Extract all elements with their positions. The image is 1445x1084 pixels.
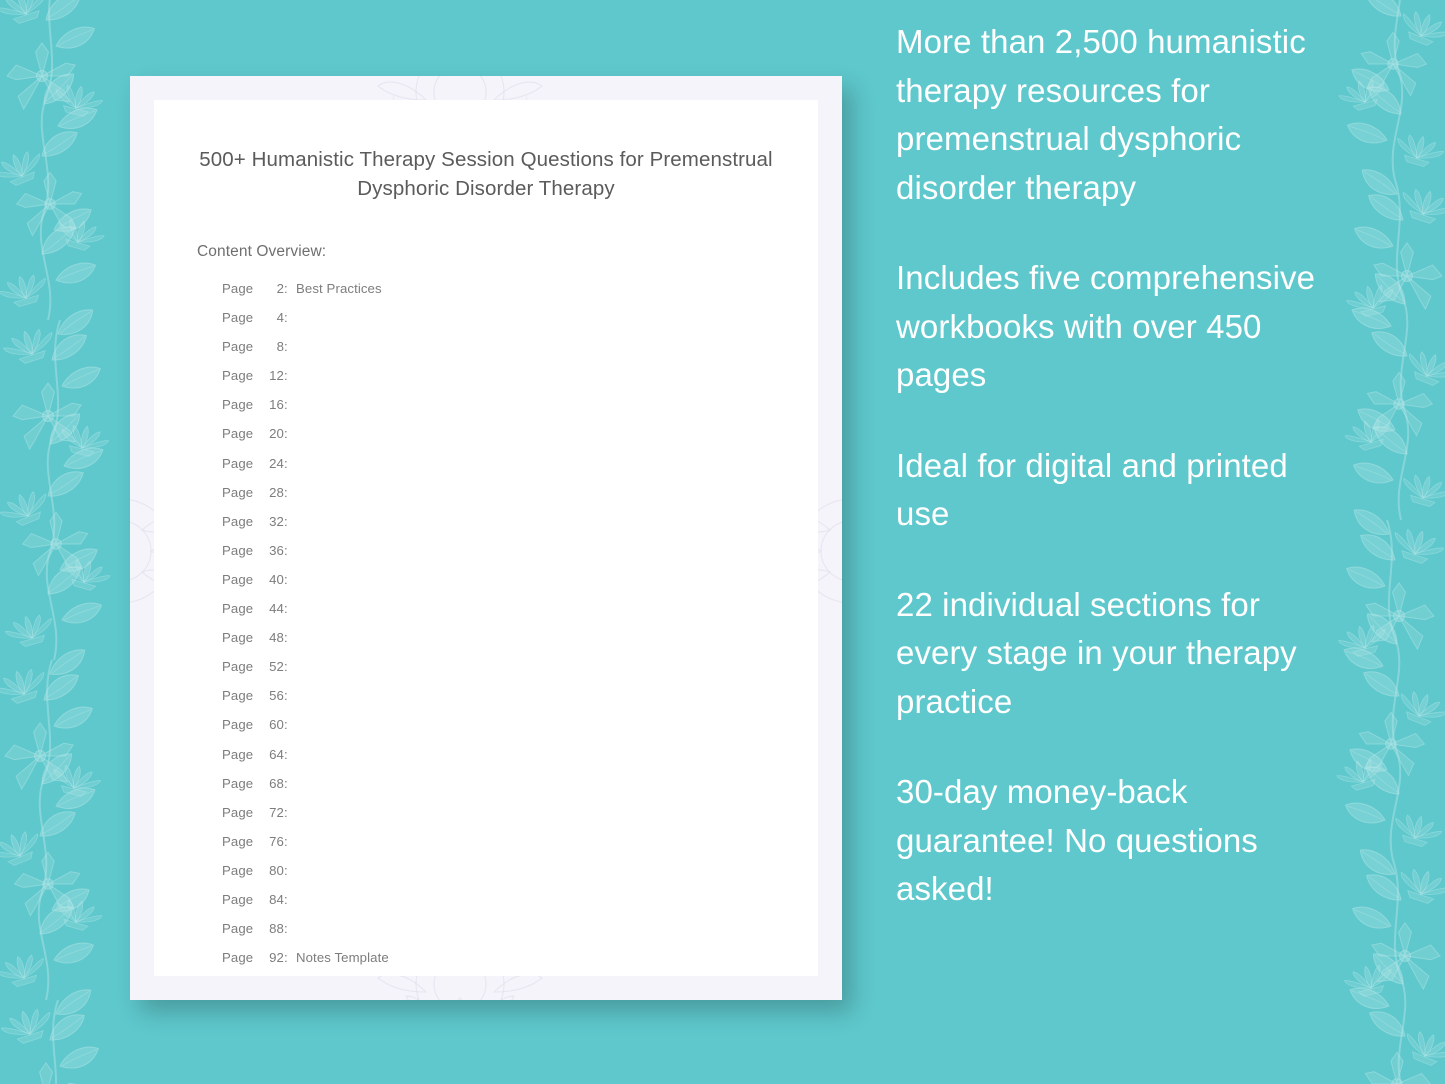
toc-row [222,456,818,485]
toc-page-word: Page [222,310,254,326]
document-page-sheet [154,100,818,976]
toc-page-number: 80 [269,862,284,878]
toc-row [222,688,818,717]
toc-page-number: 12 [269,368,284,384]
toc-page-word: Page [222,513,254,529]
toc-page-number: 52 [269,659,284,675]
toc-row [222,805,818,834]
toc-page-number: 72 [269,804,284,820]
toc-row [222,892,818,921]
toc-row [222,310,818,339]
toc-page-number: 8 [276,339,284,355]
toc-colon: : [284,804,288,820]
toc-row [222,368,818,397]
promo-column [896,18,1336,914]
toc-row [222,921,818,950]
toc-page-word: Page [222,484,254,500]
toc-page-number: 40 [269,571,284,587]
toc-row [222,397,818,426]
toc-row [222,950,818,979]
toc-row [222,572,818,601]
toc-page-number: 28 [269,484,284,500]
content-overview-label: Content Overview: [197,243,327,260]
toc-page-word: Page [222,891,254,907]
toc-row [222,514,818,543]
toc-colon: : [284,746,288,762]
toc-page-word: Page [222,746,254,762]
toc-page-word: Page [222,688,254,704]
toc-page-word: Page [222,921,254,937]
toc-page-number: 84 [269,891,284,907]
toc-row [222,834,818,863]
toc-colon: : [284,659,288,675]
toc-colon: : [284,368,288,384]
toc-page-word: Page [222,542,254,558]
toc-colon: : [284,513,288,529]
floral-vine-left [0,0,142,1084]
toc-page-word: Page [222,630,254,646]
toc-page-word: Page [222,368,254,384]
toc-page-word: Page [222,601,254,617]
toc-page-word: Page [222,426,254,442]
toc-row [222,717,818,746]
toc-colon: : [284,542,288,558]
toc-row [222,339,818,368]
toc-colon: : [284,688,288,704]
toc-colon: : [284,862,288,878]
toc-colon: : [284,601,288,617]
toc-page-number: 56 [269,688,284,704]
toc-entry-title: Best Practices [296,281,382,296]
document-card [130,76,842,1000]
toc-colon: : [284,950,288,966]
toc-page-number: 64 [269,746,284,762]
toc-page-word: Page [222,775,254,791]
toc-colon: : [284,891,288,907]
toc-page-number: 92 [269,950,284,966]
toc-page-word: Page [222,862,254,878]
toc-row [222,659,818,688]
table-of-contents [222,281,818,979]
toc-page-number: 68 [269,775,284,791]
toc-entry-title: Notes Template [296,950,389,966]
toc-page-word: Page [222,571,254,587]
toc-page-number: 16 [269,397,284,413]
toc-page-number: 36 [269,542,284,558]
toc-page-word: Page [222,281,254,296]
toc-page-word: Page [222,659,254,675]
toc-row [222,426,818,455]
promo-block: Includes five comprehensive workbooks with over 450 pages [896,259,1316,393]
toc-colon: : [284,775,288,791]
promo-block: More than 2,500 humanistic therapy resources for premenstrual dysphoric disorder therapy [896,23,1306,206]
toc-page-word: Page [222,397,254,413]
toc-colon: : [284,426,288,442]
toc-row [222,281,818,310]
toc-page-word: Page [222,455,254,471]
toc-page-word: Page [222,950,254,966]
toc-colon: : [284,630,288,646]
toc-row [222,485,818,514]
toc-colon: : [284,339,288,355]
toc-page-number: 44 [269,601,284,617]
toc-page-number: 32 [269,513,284,529]
toc-page-word: Page [222,339,254,355]
toc-colon: : [284,833,288,849]
toc-page-number: 4 [276,310,284,326]
toc-colon: : [284,397,288,413]
promo-block: 30-day money-back guarantee! No questions asked! [896,773,1258,907]
toc-page-word: Page [222,717,254,733]
document-title: 500+ Humanistic Therapy Session Questions for Premenstrual Dysphoric Disorder Therapy [199,148,773,200]
toc-page-number: 60 [269,717,284,733]
toc-row [222,601,818,630]
toc-page-number: 24 [269,455,284,471]
toc-row [222,747,818,776]
toc-row [222,776,818,805]
toc-colon: : [284,455,288,471]
toc-colon: : [284,921,288,937]
toc-row [222,543,818,572]
toc-colon: : [284,484,288,500]
toc-colon: : [284,281,288,296]
toc-page-number: 76 [269,833,284,849]
toc-page-number: 48 [269,630,284,646]
promo-block: 22 individual sections for every stage in your therapy practice [896,585,1297,720]
toc-colon: : [284,571,288,587]
toc-page-number: 20 [269,426,284,442]
toc-page-number: 2 [276,281,284,296]
toc-colon: : [284,717,288,733]
promo-block: Ideal for digital and printed use [896,446,1288,532]
toc-page-number: 88 [269,921,284,937]
toc-colon: : [284,310,288,326]
toc-page-word: Page [222,833,254,849]
toc-row [222,863,818,892]
toc-row [222,630,818,659]
toc-page-word: Page [222,804,254,820]
